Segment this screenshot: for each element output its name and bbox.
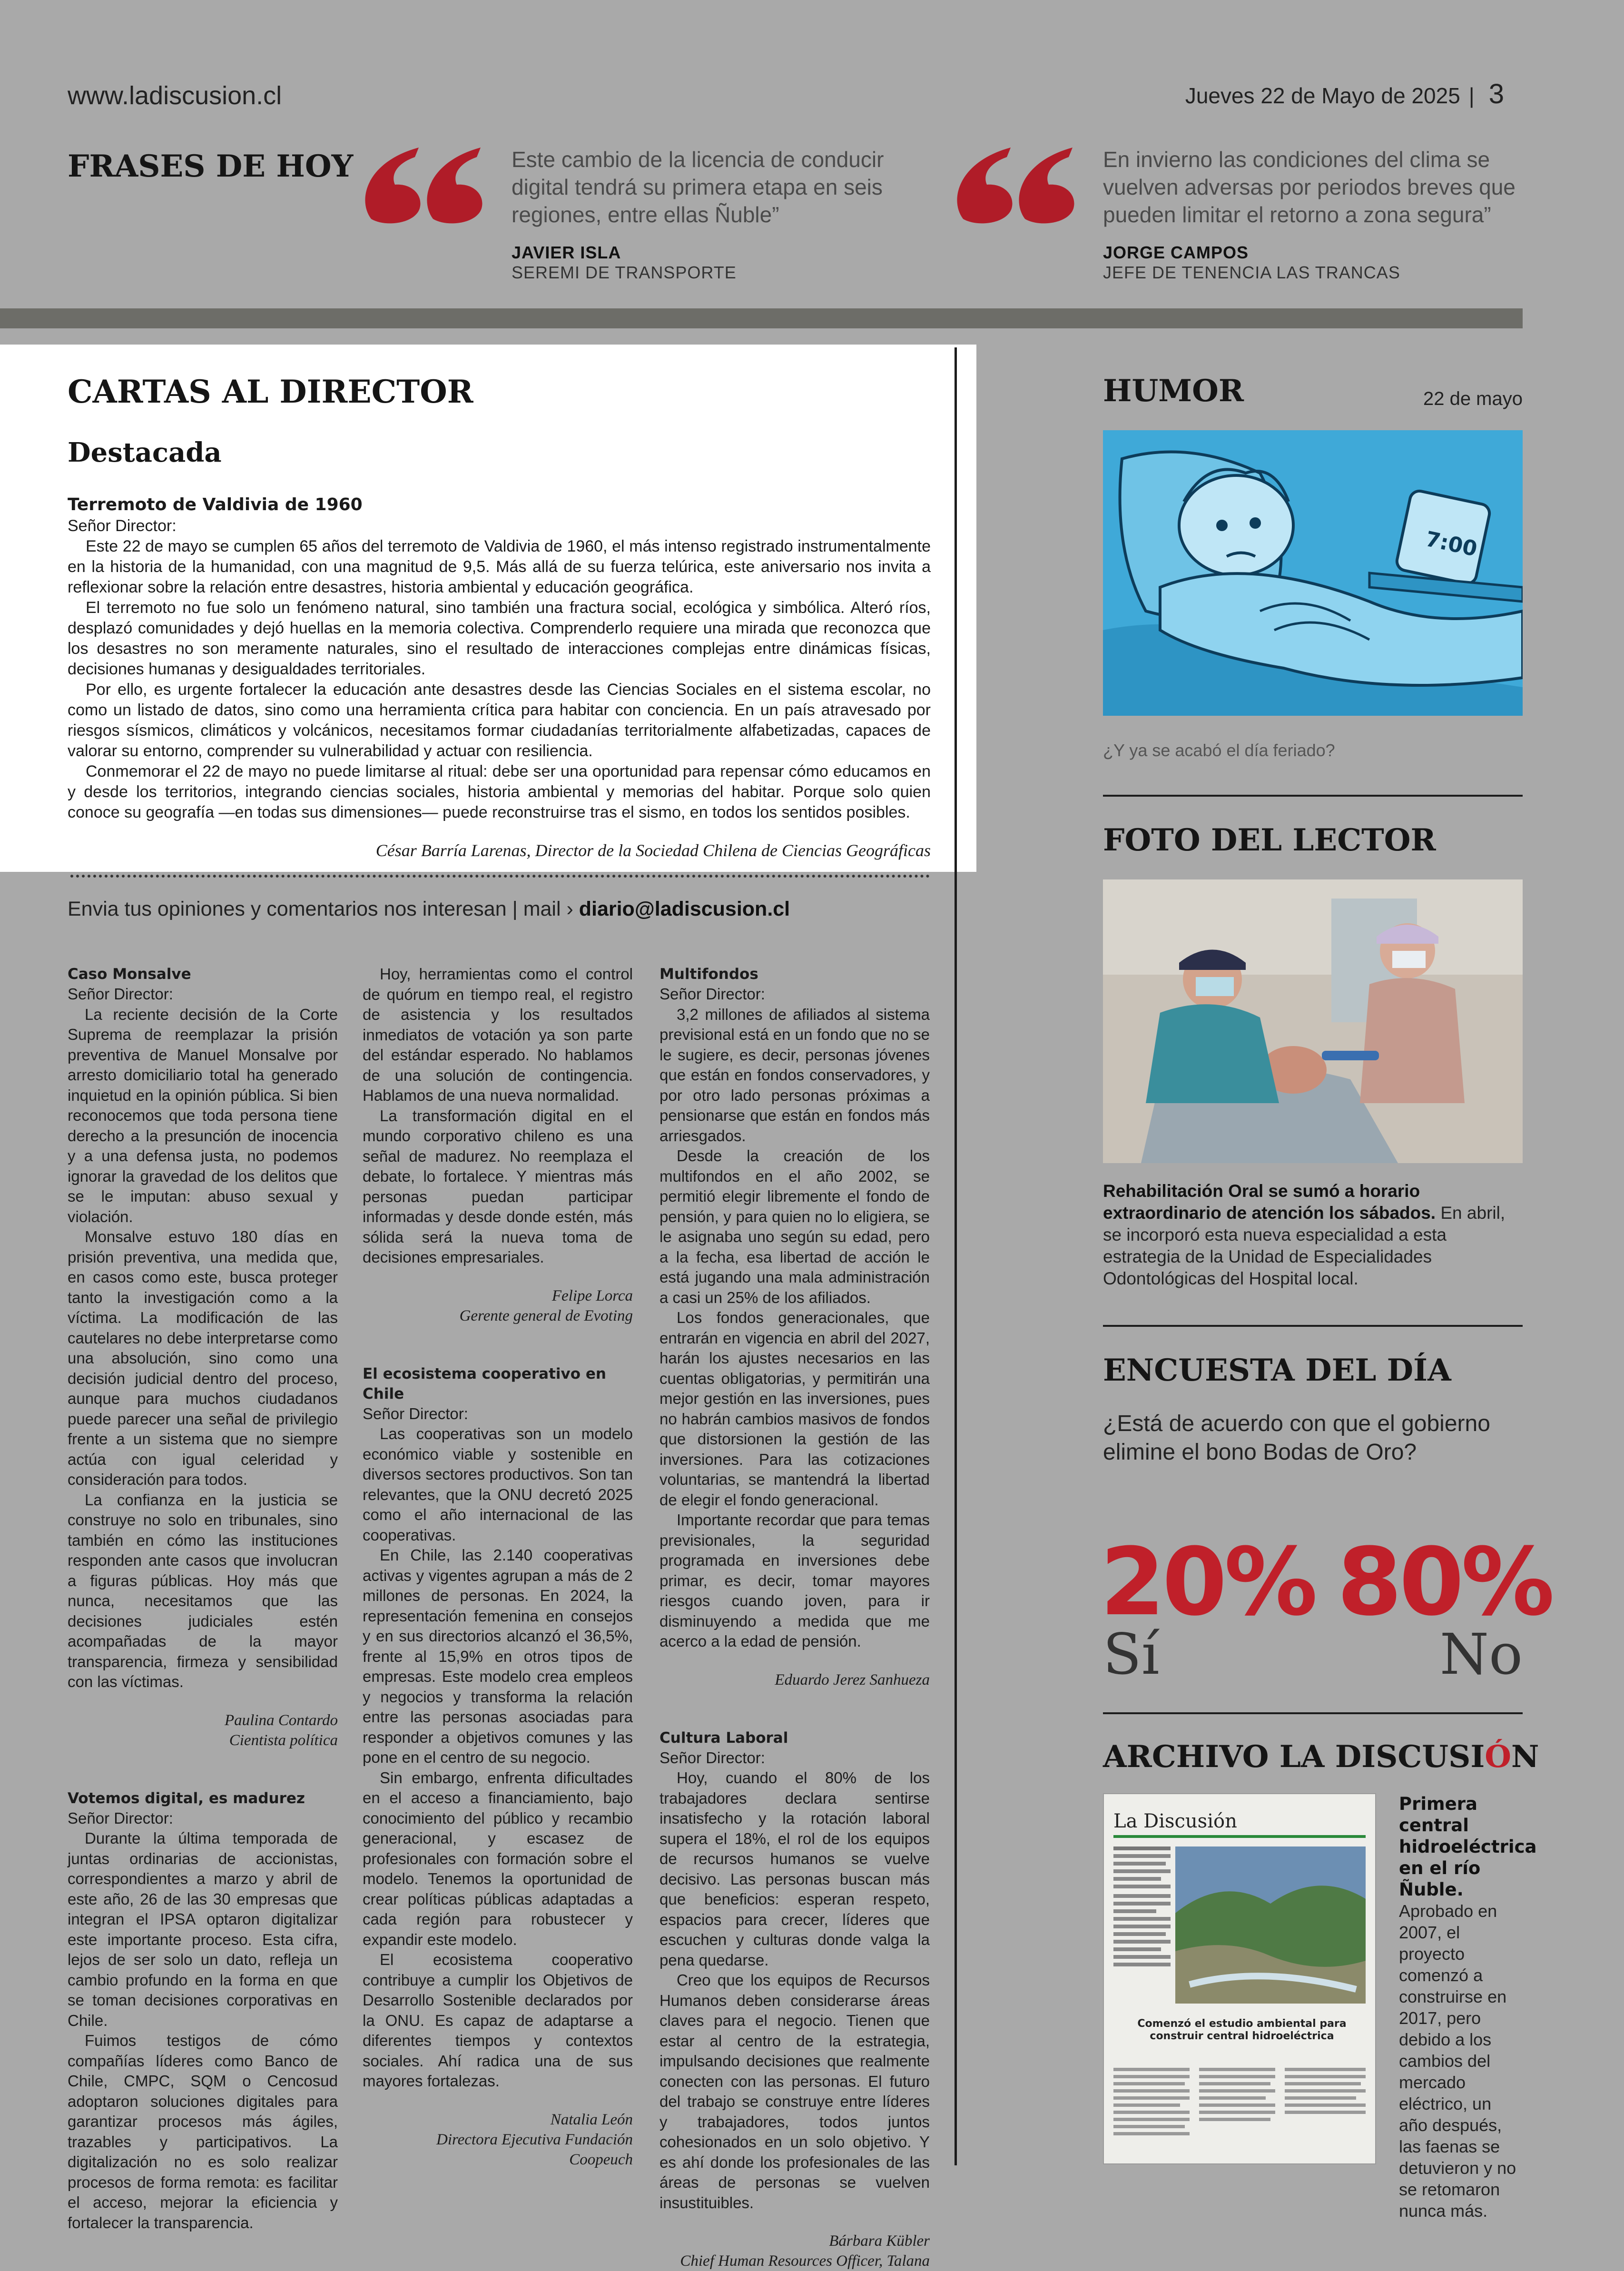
letter-paragraph: Monsalve estuvo 180 días en prisión preventiva, una medida que, en casos como este, busca proteger tanto la investigación como a la víctima. La modificación de las cautelares no debe interpretarse como una absolución, sino como una decisión judicial dentro del proceso, aunque para muchos ciudadanos puede parecer una señal de privilegio frente a un sistema que no siempre actúa con igual celeridad y consideración para todos. (68, 1228, 338, 1488)
issue-date: Jueves 22 de Mayo de 2025 (1185, 83, 1460, 108)
letter-signature-org: Coopeuch (569, 2151, 633, 2168)
letter-salutation: Señor Director: (659, 1748, 765, 1767)
featured-paragraph: Por ello, es urgente fortalecer la educación ante desastres desde las Ciencias Sociales en el sistema escolar, no como un listado de datos, sino como una herramienta crítica para habitar con conciencia. En un país atravesado por riesgos sísmicos, climáticos y volcánicos, necesitamos formar ciudadanías territorialmente alfabetizadas, capaces de valorar su entorno, comprender su vulnerabilidad y actuar con resiliencia. (68, 681, 931, 760)
clipping-headline: Comenzó el estudio ambiental para construir central hidroeléctrica (1137, 2018, 1347, 2042)
archivo-title-end: N (1511, 1739, 1539, 1775)
site-url[interactable]: www.ladiscusion.cl (68, 81, 282, 110)
letter-salutation: Señor Director: (659, 985, 765, 1003)
featured-signature: César Barría Larenas, Director de la Sociedad Chilena de Ciencias Geográficas (375, 841, 931, 860)
poll-no-label: No (1439, 1621, 1523, 1687)
archivo-title-main: ARCHIVO LA DISCUSI (1103, 1739, 1485, 1775)
letters-column-3 (659, 964, 930, 2271)
archive-caption-text: Aprobado en 2007, el proyecto comenzó a construirse en 2017, pero debido a los cambios del mercado eléctrico, un año después, las faenas se detuvieron y no se retomaron nunca más. (1399, 1901, 1516, 2221)
letter-title: Caso Monsalve (68, 966, 191, 983)
section-divider-bar (0, 308, 1523, 328)
letter-signature-name: Paulina Contardo (224, 1711, 338, 1729)
letter-salutation: Señor Director: (68, 985, 173, 1003)
letter-paragraph: La transformación digital en el mundo corporativo chileno es una señal de madurez. No reemplaza el debate, lo fortalece. Y mientras más personas puedan participar informadas y desde donde estén, más sólida será la nueva toma de decisiones empresariales. (363, 1106, 633, 1266)
letter-salutation: Señor Director: (68, 1809, 173, 1827)
humor-cartoon (1103, 430, 1523, 716)
poll-yes-percent: 20% (1100, 1528, 1315, 1637)
poll-yes-label: Sí (1103, 1621, 1160, 1687)
letter-paragraph: Fuimos testigos de cómo compañías líderes como Banco de Chile, CMPC, SQM o Cencosud adoptaron soluciones digitales para garantizar procesos más ágiles, trazables y participativos. La digitalización no es solo realizar procesos de forma remota: es facilitar el acceso, mejorar la eficiencia y fortalecer la transparencia. (68, 2032, 338, 2232)
letter-paragraph: Las cooperativas son un modelo económico viable y sostenible en diversos sectores productivos. Son tan relevantes, que la ONU decretó 2025 como el año internacional de las cooperativas. (363, 1425, 633, 1544)
humor-caption: ¿Y ya se acabó el día feriado? (1103, 741, 1335, 760)
letter-paragraph: Durante la última temporada de juntas ordinarias de accionistas, correspondientes a marzo y abril de este año, 26 de las 30 empresas que integran el IPSA optaron digitalizar este importante proceso. Esta cifra, lejos de ser solo un dato, refleja un cambio profundo en la forma en que se toman decisiones corporativas en Chile. (68, 1829, 338, 2029)
letter-paragraph: Hoy, cuando el 80% de los trabajadores declara sentirse insatisfecho y la rotación laboral supera el 18%, el rol de los equipos de recursos humanos se vuelve decisivo. Las personas buscan más que beneficios: esperan respeto, espacios para crecer, líderes que escuchen y culturas donde valga la pena quedarse. (659, 1769, 930, 1969)
dateline (1185, 78, 1504, 110)
letter-paragraph: Sin embargo, enfrenta dificultades en el acceso a financiamiento, bajo conocimiento del público y recambio generacional, y escasez de profesionales con formación sobre el modelo. Tenemos la oportunidad de crear políticas públicas adaptadas a cada región para robustecer y expandir este modelo. (363, 1768, 633, 1948)
page-number: 3 (1488, 79, 1504, 109)
encuesta-title: ENCUESTA DEL DÍA (1103, 1353, 1451, 1388)
featured-label: Destacada (68, 437, 222, 468)
clipping-masthead: La Discusión (1113, 1810, 1237, 1832)
letter-paragraph: El ecosistema cooperativo contribuye a cumplir los Objetivos de Desarrollo Sostenible declarados por la ONU. Es capaz de adaptarse a diferentes tiempos y contextos sociales. Ahí radica una de sus mayores fortalezas. (363, 1951, 633, 2090)
right-column-rule (1103, 1325, 1523, 1327)
quote-1-role: SEREMI DE TRANSPORTE (512, 263, 737, 282)
letter-signature-name: Eduardo Jerez Sanhueza (775, 1671, 930, 1688)
letter-paragraph: Desde la creación de los multifondos en el año 2002, se permitió elegir libremente el fondo de pensión, y para quien no lo eligiera, se le asignaba uno según su edad, pero a la fecha, esa libertad de acción le está jugando una mala administración a casi un 25% de los afiliados. (659, 1147, 930, 1306)
letter-paragraph: Hoy, herramientas como el control de quórum en tiempo real, el registro de asistencia y los resultados inmediatos de votación ya son parte del estándar esperado. No hablamos de una solución de contingencia. Hablamos de una nueva normalidad. (363, 965, 633, 1104)
letter-signature-role: Chief Human Resources Officer, Talana (680, 2252, 930, 2270)
archive-clipping (1103, 1793, 1376, 2164)
right-column-rule (1103, 1712, 1523, 1714)
letter-signature-name: Bárbara Kübler (829, 2232, 930, 2250)
letter-paragraph: Importante recordar que para temas previsionales, la seguridad programada en inversiones debe primar, es decir, tomar mayores riesgos cuando joven, para ir disminuyendo a medida que me acerco a la edad de pensión. (659, 1511, 930, 1650)
quote-mark-icon (954, 143, 1082, 224)
quote-mark-icon (362, 143, 490, 224)
quote-2-role: JEFE DE TENENCIA LAS TRANCAS (1103, 263, 1400, 282)
featured-paragraph: Conmemorar el 22 de mayo no puede limitarse al ritual: debe ser una oportunidad para repensar cómo educamos en y desde los territorios, integrando ciencias sociales, historia ambiental y memorias del habitar. Porque solo quien conoce su geografía —en todas sus dimensiones— puede reconstruirse tras el sismo, en todos los sentidos posibles. (68, 762, 931, 821)
humor-date: 22 de mayo (1423, 388, 1523, 409)
letter-signature-role: Cientista política (229, 1731, 338, 1749)
clock-readout: 7:00 (1423, 527, 1479, 562)
reader-photo-caption (1103, 1180, 1523, 1290)
reader-photo-caption-text: En abril, se incorporó esta nueva especialidad a esta estrategia de la Unidad de Especialidades Odontológicas del Hospital local. (1103, 1203, 1506, 1288)
reader-photo (1103, 879, 1523, 1163)
letter-signature-name: Natalia León (550, 2111, 633, 2128)
quote-2-author: JORGE CAMPOS (1103, 243, 1249, 262)
right-column-rule (1103, 795, 1523, 797)
letter-paragraph: Creo que los equipos de Recursos Humanos deben considerarse áreas claves para el negocio. Tienen que estar al centro de la estrategia, impulsando decisiones que realmente conecten con las personas. El futuro del trabajo se construye entre líderes y trabajadores, todos juntos cohesionados en un solo objetivo. Y es ahí donde los profesionales de las áreas de personas se vuelven insustituibles. (659, 1971, 930, 2212)
humor-title: HUMOR (1103, 373, 1244, 409)
contact-text: Envia tus opiniones y comentarios nos interesan | mail › (68, 898, 579, 920)
letter-paragraph: La confianza en la justicia se construye no solo en tribunales, sino también en cómo las instituciones responden ante casos que involucran a figuras públicas. Hoy más que nunca, necesitamos que las decisiones judiciales estén acompañadas de la mayor transparencia, firmeza y sensibilidad con las víctimas. (68, 1491, 338, 1690)
letter-paragraph: La reciente decisión de la Corte Suprema de reemplazar la prisión preventiva de Manuel Monsalve por arresto domiciliario total ha generado inquietud en la opinión pública. Si bien reconocemos que toda persona tiene derecho a la presunción de inocencia y a una defensa justa, no podemos ignorar la gravedad de los delitos que se le imputan: abuso sexual y violación. (68, 1005, 338, 1225)
letter-signature-name: Felipe Lorca (551, 1287, 633, 1304)
frases-title: FRASES DE HOY (68, 148, 354, 184)
letters-column-2 (363, 964, 633, 2170)
featured-paragraph: El terremoto no fue solo un fenómeno natural, sino también una fractura social, ecológica y simbólica. Alteró ríos, desplazó comunidades y dejó huellas en la memoria colectiva. Comprenderlo requiere una mirada que reconozca que los desastres no son meramente naturales, sino el resultado de interacciones complejas entre dinámicas físicas, decisiones humanas y desigualdades territoriales. (68, 599, 931, 678)
letter-paragraph: 3,2 millones de afiliados al sistema previsional está en un fondo que no se le sugiere, es decir, personas jóvenes que están en fondos conservadores, y por otro lado personas próximas a pensionarse que están en fondos más arriesgados. (659, 1005, 930, 1145)
quote-2-text: En invierno las condiciones del clima se vuelven adversas por periodos breves que pueden limitar el retorno a zona segura” (1103, 147, 1516, 227)
poll-question: ¿Está de acuerdo con que el gobierno elimine el bono Bodas de Oro? (1103, 1411, 1490, 1465)
letter-title: Votemos digital, es madurez (68, 1789, 305, 1807)
contact-email-link[interactable]: diario@ladiscusion.cl (579, 898, 790, 920)
letter-paragraph: Los fondos generacionales, que entrarán en vigencia en abril del 2027, harán los ajustes necesarios en las cuentas obligatorias, y permitirán una mejor gestión en las inversiones, pues no habrán cambios masivos de fondos que distorsionen la gestión de las inversiones. Para las cotizaciones voluntarias, se mantendrá la libertad de elegir el fondo generacional. (659, 1309, 930, 1509)
letter-title: El ecosistema cooperativo en Chile (363, 1365, 606, 1402)
featured-salutation: Señor Director: (68, 517, 177, 535)
reader-photo-caption-lead: Rehabilitación Oral se sumó a horario extraordinario de atención los sábados. (1103, 1181, 1436, 1223)
featured-paragraph: Este 22 de mayo se cumplen 65 años del terremoto de Valdivia de 1960, el más intenso registrado instrumentalmente en la historia de la humanidad, con una magnitud de 9,5. Más allá de su fuerza telúrica, este aniversario nos invita a reflexionar sobre la relación entre desastres, historia ambiental y educación geográfica. (68, 537, 931, 596)
letter-salutation: Señor Director: (363, 1404, 468, 1422)
column-divider (955, 347, 957, 2165)
quote-1-text: Este cambio de la licencia de conducir digital tendrá su primera etapa en seis regiones, entre ellas Ñuble” (512, 147, 884, 227)
letter-paragraph: En Chile, las 2.140 cooperativas activas y vigentes agrupan a más de 2 millones de personas. En 2024, la representación femenina en consejos y en sus directorios alcanzó el 36,5%, frente al 15,9% en otros tipos de empresas. Este modelo crea empleos y negocios y transforma la relación entre las personas asociadas para responder a objetivos comunes y las pone en el centro de su negocio. (363, 1546, 633, 1766)
archivo-title (1103, 1739, 1539, 1775)
dotted-divider (70, 875, 930, 878)
archive-caption-lead: Primera central hidroeléctrica en el río Ñuble. (1399, 1794, 1537, 1900)
cartas-title: CARTAS AL DIRECTOR (68, 373, 473, 410)
archive-caption (1399, 1793, 1537, 2222)
letter-title: Cultura Laboral (659, 1729, 788, 1747)
archivo-title-accent: Ó (1485, 1739, 1511, 1775)
letter-signature-role: Directora Ejecutiva Fundación (436, 2131, 633, 2148)
quote-1-author: JAVIER ISLA (512, 243, 621, 262)
foto-lector-title: FOTO DEL LECTOR (1103, 822, 1436, 858)
featured-letter-body (68, 516, 931, 823)
letter-title: Multifondos (659, 966, 758, 983)
contact-line (68, 898, 790, 921)
dateline-separator: | (1468, 83, 1475, 108)
letters-column-1 (68, 964, 338, 2233)
poll-no-percent: 80% (1337, 1528, 1552, 1637)
featured-letter-title: Terremoto de Valdivia de 1960 (68, 495, 363, 514)
letter-signature-role: Gerente general de Evoting (459, 1307, 633, 1324)
